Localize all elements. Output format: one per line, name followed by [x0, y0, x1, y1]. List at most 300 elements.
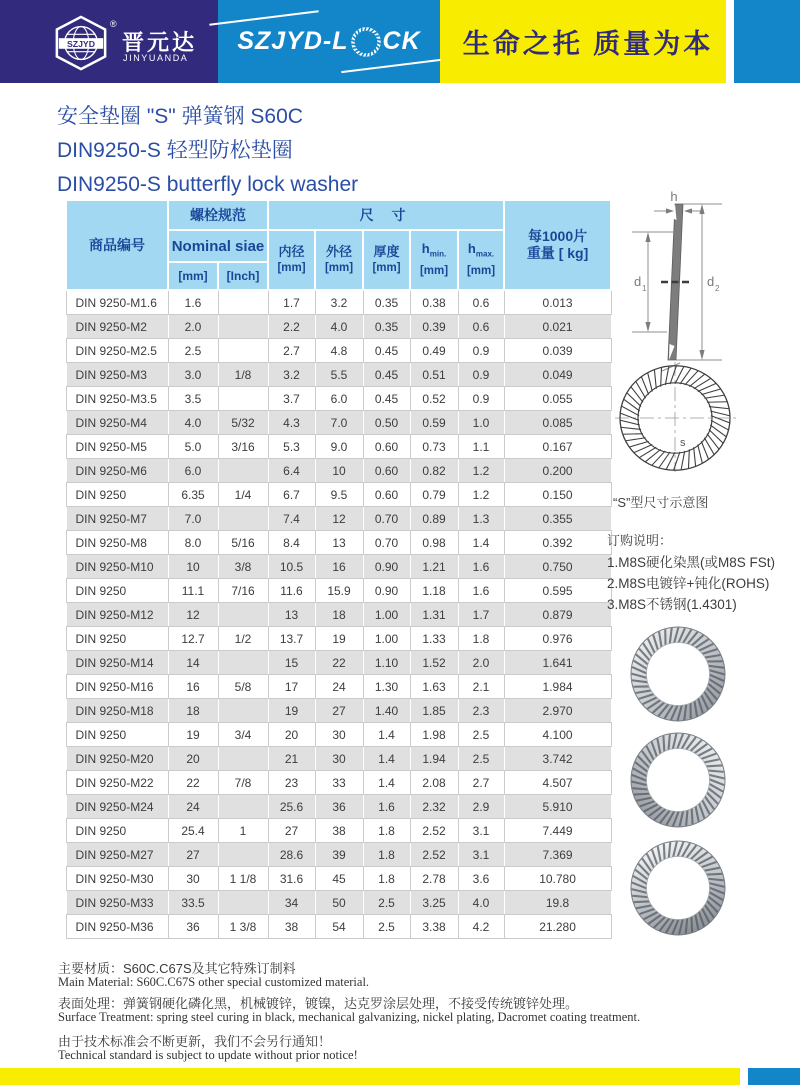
product-code-cell: DIN 9250-M16: [66, 675, 168, 699]
bottom-bar-blue: [748, 1068, 800, 1085]
value-cell: 1.4: [458, 531, 504, 555]
value-cell: 0.45: [363, 339, 410, 363]
value-cell: 4.2: [458, 915, 504, 939]
product-code-cell: DIN 9250: [66, 579, 168, 603]
washer-product-photo: [628, 624, 728, 724]
value-cell: [218, 843, 268, 867]
dim-label-d2-sub: 2: [715, 284, 720, 293]
value-cell: 1.40: [363, 699, 410, 723]
value-cell: 20: [168, 747, 218, 771]
dim-label-s: s: [680, 437, 686, 449]
value-cell: 12: [315, 507, 363, 531]
col-header-inch: [Inch]: [218, 262, 268, 290]
szjyd-lock-logo: [237, 24, 420, 60]
value-cell: 1.85: [410, 699, 458, 723]
value-cell: 0.085: [504, 411, 611, 435]
value-cell: 2.08: [410, 771, 458, 795]
diagram-caption: “S”型尺寸示意图: [613, 495, 709, 510]
value-cell: 3.6: [458, 867, 504, 891]
value-cell: 2.9: [458, 795, 504, 819]
table-row: [66, 699, 611, 723]
value-cell: [218, 339, 268, 363]
value-cell: 3.25: [410, 891, 458, 915]
value-cell: 1.52: [410, 651, 458, 675]
product-code-cell: DIN 9250-M36: [66, 915, 168, 939]
value-cell: 0.35: [363, 290, 410, 315]
value-cell: 0.9: [458, 387, 504, 411]
value-cell: 1.21: [410, 555, 458, 579]
spec-table: [65, 199, 612, 939]
value-cell: [218, 603, 268, 627]
product-code-cell: DIN 9250-M8: [66, 531, 168, 555]
value-cell: 2.7: [268, 339, 315, 363]
value-cell: 33: [315, 771, 363, 795]
order-notes-title: 订购说明：: [607, 533, 673, 548]
value-cell: 0.60: [363, 483, 410, 507]
value-cell: 5/8: [218, 675, 268, 699]
value-cell: 33.5: [168, 891, 218, 915]
value-cell: 11.6: [268, 579, 315, 603]
value-cell: 15: [268, 651, 315, 675]
value-cell: 50: [315, 891, 363, 915]
value-cell: 27: [268, 819, 315, 843]
value-cell: 22: [315, 651, 363, 675]
product-code-cell: DIN 9250-M7: [66, 507, 168, 531]
table-row: [66, 459, 611, 483]
registered-mark: ®: [110, 19, 117, 29]
table-row: [66, 339, 611, 363]
value-cell: 38: [268, 915, 315, 939]
value-cell: 0.70: [363, 507, 410, 531]
value-cell: 38: [315, 819, 363, 843]
value-cell: 1.2: [458, 483, 504, 507]
value-cell: 2.3: [458, 699, 504, 723]
product-code-cell: DIN 9250: [66, 819, 168, 843]
product-code-cell: DIN 9250-M30: [66, 867, 168, 891]
order-note-item: 1.M8S硬化染黑(或M8S FSt): [607, 555, 776, 570]
table-row: [66, 891, 611, 915]
value-cell: 0.021: [504, 315, 611, 339]
banner-blue-endcap: [734, 0, 800, 83]
value-cell: 18: [315, 603, 363, 627]
value-cell: 5.5: [315, 363, 363, 387]
value-cell: 10: [315, 459, 363, 483]
value-cell: 2.5: [458, 723, 504, 747]
value-cell: 1: [218, 819, 268, 843]
value-cell: [218, 699, 268, 723]
value-cell: 0.49: [410, 339, 458, 363]
washer-cross-section-diagram: [618, 190, 740, 376]
value-cell: 0.9: [458, 363, 504, 387]
bottom-bar: [0, 1068, 800, 1085]
value-cell: 0.60: [363, 459, 410, 483]
value-cell: 5/16: [218, 531, 268, 555]
value-cell: 4.8: [315, 339, 363, 363]
product-code-cell: DIN 9250: [66, 627, 168, 651]
value-cell: 3.742: [504, 747, 611, 771]
value-cell: 1.98: [410, 723, 458, 747]
value-cell: 0.879: [504, 603, 611, 627]
value-cell: 9.0: [315, 435, 363, 459]
value-cell: 45: [315, 867, 363, 891]
value-cell: 30: [315, 747, 363, 771]
product-code-cell: DIN 9250-M27: [66, 843, 168, 867]
title-line-cn1: 安全垫圈 "S" 弹簧钢 S60C: [57, 105, 303, 128]
value-cell: 1.10: [363, 651, 410, 675]
value-cell: 3.38: [410, 915, 458, 939]
table-row: [66, 387, 611, 411]
value-cell: 39: [315, 843, 363, 867]
banner-divider: [726, 0, 734, 83]
value-cell: 0.167: [504, 435, 611, 459]
value-cell: 2.52: [410, 819, 458, 843]
value-cell: 6.35: [168, 483, 218, 507]
value-cell: 30: [168, 867, 218, 891]
value-cell: 1.7: [268, 290, 315, 315]
value-cell: [218, 795, 268, 819]
value-cell: [218, 651, 268, 675]
value-cell: 6.0: [315, 387, 363, 411]
value-cell: [218, 387, 268, 411]
value-cell: 7.0: [168, 507, 218, 531]
banner-navy-block: [0, 0, 218, 83]
value-cell: 16: [315, 555, 363, 579]
value-cell: 3.1: [458, 843, 504, 867]
value-cell: 0.9: [458, 339, 504, 363]
value-cell: 12.7: [168, 627, 218, 651]
value-cell: 1.33: [410, 627, 458, 651]
order-note-item: 3.M8S不锈钢(1.4301): [607, 597, 737, 612]
product-code-cell: DIN 9250-M33: [66, 891, 168, 915]
surface-note-en: Surface Treatment: spring steel curing in black, mechanical galvanizing, nickel plating, Dacromet coating treatment.: [58, 1010, 641, 1024]
table-row: [66, 579, 611, 603]
product-code-cell: DIN 9250-M3: [66, 363, 168, 387]
value-cell: 5.3: [268, 435, 315, 459]
product-code-cell: DIN 9250-M2.5: [66, 339, 168, 363]
value-cell: 1.6: [458, 555, 504, 579]
value-cell: 1.3: [458, 507, 504, 531]
value-cell: 10: [168, 555, 218, 579]
value-cell: 6.7: [268, 483, 315, 507]
product-code-cell: DIN 9250-M6: [66, 459, 168, 483]
table-row: [66, 290, 611, 315]
value-cell: [218, 290, 268, 315]
value-cell: 1.6: [363, 795, 410, 819]
value-cell: 4.0: [168, 411, 218, 435]
value-cell: 0.039: [504, 339, 611, 363]
value-cell: 2.32: [410, 795, 458, 819]
update-note-cn: 由于技术标准会不断更新，我们不会另行通知！: [58, 1034, 332, 1049]
value-cell: 0.52: [410, 387, 458, 411]
value-cell: 0.6: [458, 315, 504, 339]
value-cell: 20: [268, 723, 315, 747]
lock-logo-left-text: SZJYD-L: [237, 27, 349, 55]
table-row: [66, 435, 611, 459]
col-header-weight: [504, 200, 611, 290]
table-row: [66, 507, 611, 531]
dim-label-d1-sub: 1: [642, 284, 647, 293]
table-row: [66, 651, 611, 675]
value-cell: 25.4: [168, 819, 218, 843]
value-cell: 0.976: [504, 627, 611, 651]
value-cell: 0.82: [410, 459, 458, 483]
value-cell: 8.4: [268, 531, 315, 555]
value-cell: 1.8: [363, 819, 410, 843]
value-cell: 18: [168, 699, 218, 723]
value-cell: 54: [315, 915, 363, 939]
company-globe-logo-icon: [52, 15, 110, 71]
value-cell: 0.355: [504, 507, 611, 531]
value-cell: 0.79: [410, 483, 458, 507]
col-header-outer-dia: 外径 [mm]: [315, 230, 363, 290]
value-cell: 2.5: [458, 747, 504, 771]
value-cell: 0.392: [504, 531, 611, 555]
value-cell: 1.2: [458, 459, 504, 483]
col-header-hmax: $h_{max.}$ [mm]: [458, 230, 504, 290]
value-cell: 3/16: [218, 435, 268, 459]
product-code-cell: DIN 9250-M4: [66, 411, 168, 435]
spec-table-body: [66, 290, 611, 939]
title-line-cn2: DIN9250-S 轻型防松垫圈: [57, 139, 293, 162]
value-cell: 3.1: [458, 819, 504, 843]
value-cell: [218, 315, 268, 339]
product-code-cell: DIN 9250-M24: [66, 795, 168, 819]
banner-lock-logo-block: [218, 0, 440, 83]
value-cell: 7.0: [315, 411, 363, 435]
order-note-item: 2.M8S电镀锌+钝化(ROHS): [607, 576, 770, 591]
table-row: [66, 675, 611, 699]
logo-hex-label: SZJYD: [67, 38, 95, 49]
value-cell: 36: [168, 915, 218, 939]
value-cell: [218, 891, 268, 915]
weight-line2: 重量 [ kg]: [526, 245, 589, 261]
value-cell: 1.00: [363, 627, 410, 651]
value-cell: 4.0: [315, 315, 363, 339]
value-cell: 23: [268, 771, 315, 795]
value-cell: 28.6: [268, 843, 315, 867]
value-cell: 17: [268, 675, 315, 699]
value-cell: 1.4: [363, 747, 410, 771]
value-cell: 14: [168, 651, 218, 675]
value-cell: 0.90: [363, 579, 410, 603]
washer-front-view-diagram: [613, 360, 741, 476]
value-cell: 31.6: [268, 867, 315, 891]
washer-product-photo: [628, 730, 728, 830]
table-row: [66, 747, 611, 771]
value-cell: 3.2: [268, 363, 315, 387]
value-cell: 2.970: [504, 699, 611, 723]
value-cell: 19: [315, 627, 363, 651]
value-cell: 0.50: [363, 411, 410, 435]
value-cell: 1.1: [458, 435, 504, 459]
brand-name-en: JINYUANDA: [123, 53, 189, 63]
dim-label-d1: d: [634, 274, 642, 289]
value-cell: 4.0: [458, 891, 504, 915]
value-cell: 10.5: [268, 555, 315, 579]
table-row: [66, 867, 611, 891]
product-code-cell: DIN 9250-M18: [66, 699, 168, 723]
col-header-thickness: 厚度 [mm]: [363, 230, 410, 290]
value-cell: 5.0: [168, 435, 218, 459]
table-row: [66, 627, 611, 651]
value-cell: 1.4: [363, 771, 410, 795]
bottom-bar-divider: [740, 1068, 748, 1085]
company-slogan: 生命之托 质量为本: [462, 29, 714, 59]
col-header-bolt-spec: 螺栓规范: [168, 200, 268, 230]
table-row: [66, 411, 611, 435]
value-cell: 0.45: [363, 387, 410, 411]
value-cell: 1.0: [458, 411, 504, 435]
product-code-cell: DIN 9250-M12: [66, 603, 168, 627]
brand-name-cn: 晋元达: [122, 30, 198, 55]
washer-product-photo: [628, 838, 728, 938]
value-cell: 2.7: [458, 771, 504, 795]
value-cell: 1/2: [218, 627, 268, 651]
material-note-cn: 主要材质：S60C.C67S及其它特殊订制料: [58, 961, 296, 976]
value-cell: 2.5: [363, 915, 410, 939]
table-row: [66, 483, 611, 507]
value-cell: 0.89: [410, 507, 458, 531]
value-cell: 1.31: [410, 603, 458, 627]
value-cell: 1.8: [363, 843, 410, 867]
table-row: [66, 795, 611, 819]
value-cell: 3/8: [218, 555, 268, 579]
value-cell: 7.4: [268, 507, 315, 531]
value-cell: 1 1/8: [218, 867, 268, 891]
update-note-en: Technical standard is subject to update without prior notice!: [58, 1048, 358, 1062]
value-cell: 0.200: [504, 459, 611, 483]
value-cell: 4.3: [268, 411, 315, 435]
logo-swoosh-top: [210, 10, 319, 25]
value-cell: [218, 747, 268, 771]
value-cell: 0.055: [504, 387, 611, 411]
value-cell: 24: [168, 795, 218, 819]
col-header-hmin: $h_{min.}$ [mm]: [410, 230, 458, 290]
value-cell: 2.0: [458, 651, 504, 675]
dim-label-d2: d: [707, 274, 715, 289]
col-header-inner-dia: 内径 [mm]: [268, 230, 315, 290]
product-code-cell: DIN 9250-M5: [66, 435, 168, 459]
value-cell: 0.73: [410, 435, 458, 459]
value-cell: 12: [168, 603, 218, 627]
value-cell: 0.750: [504, 555, 611, 579]
value-cell: 3.5: [168, 387, 218, 411]
table-row: [66, 555, 611, 579]
value-cell: 1.984: [504, 675, 611, 699]
value-cell: 1.18: [410, 579, 458, 603]
value-cell: 2.5: [168, 339, 218, 363]
col-header-size: 尺 寸: [268, 200, 504, 230]
value-cell: 19: [168, 723, 218, 747]
bottom-bar-yellow: [0, 1068, 740, 1085]
value-cell: 36: [315, 795, 363, 819]
value-cell: 21: [268, 747, 315, 771]
product-code-cell: DIN 9250-M1.6: [66, 290, 168, 315]
value-cell: 4.100: [504, 723, 611, 747]
value-cell: 0.60: [363, 435, 410, 459]
value-cell: 0.39: [410, 315, 458, 339]
value-cell: 24: [315, 675, 363, 699]
value-cell: 0.049: [504, 363, 611, 387]
value-cell: 3/4: [218, 723, 268, 747]
value-cell: 7.449: [504, 819, 611, 843]
value-cell: [218, 459, 268, 483]
product-code-cell: DIN 9250-M14: [66, 651, 168, 675]
value-cell: 1.63: [410, 675, 458, 699]
value-cell: 34: [268, 891, 315, 915]
value-cell: 2.5: [363, 891, 410, 915]
col-header-nominal: Nominal siae: [168, 230, 268, 262]
value-cell: 5/32: [218, 411, 268, 435]
value-cell: 30: [315, 723, 363, 747]
product-code-cell: DIN 9250-M10: [66, 555, 168, 579]
value-cell: 0.38: [410, 290, 458, 315]
value-cell: 0.6: [458, 290, 504, 315]
title-line-en: DIN9250-S butterfly lock washer: [57, 173, 359, 196]
value-cell: 6.0: [168, 459, 218, 483]
washer-ring-icon: [350, 24, 382, 60]
value-cell: 1 3/8: [218, 915, 268, 939]
value-cell: 1/8: [218, 363, 268, 387]
value-cell: [218, 507, 268, 531]
product-code-cell: DIN 9250-M22: [66, 771, 168, 795]
value-cell: 0.45: [363, 363, 410, 387]
value-cell: 1.7: [458, 603, 504, 627]
table-row: [66, 315, 611, 339]
value-cell: 27: [315, 699, 363, 723]
value-cell: 2.1: [458, 675, 504, 699]
top-banner: [0, 0, 800, 83]
value-cell: 1.8: [458, 627, 504, 651]
value-cell: 3.7: [268, 387, 315, 411]
table-row: [66, 915, 611, 939]
value-cell: 9.5: [315, 483, 363, 507]
value-cell: 2.0: [168, 315, 218, 339]
value-cell: 1.94: [410, 747, 458, 771]
value-cell: 13.7: [268, 627, 315, 651]
value-cell: 11.1: [168, 579, 218, 603]
value-cell: 2.52: [410, 843, 458, 867]
product-code-cell: DIN 9250-M20: [66, 747, 168, 771]
value-cell: 21.280: [504, 915, 611, 939]
value-cell: 15.9: [315, 579, 363, 603]
value-cell: 19.8: [504, 891, 611, 915]
page-title-block: [57, 100, 358, 202]
value-cell: 25.6: [268, 795, 315, 819]
value-cell: 3.0: [168, 363, 218, 387]
table-row: [66, 603, 611, 627]
value-cell: 0.013: [504, 290, 611, 315]
value-cell: 0.35: [363, 315, 410, 339]
value-cell: 2.2: [268, 315, 315, 339]
value-cell: 13: [268, 603, 315, 627]
logo-swoosh-bottom: [341, 58, 440, 72]
value-cell: 22: [168, 771, 218, 795]
value-cell: 1.6: [458, 579, 504, 603]
value-cell: 7/8: [218, 771, 268, 795]
value-cell: 13: [315, 531, 363, 555]
value-cell: 1/4: [218, 483, 268, 507]
value-cell: 8.0: [168, 531, 218, 555]
banner-slogan-block: [440, 0, 726, 83]
material-note-en: Main Material: S60C.C67S other special customized material.: [58, 975, 370, 989]
surface-note-cn: 表面处理：弹簧钢硬化磷化黑，机械镀锌，镀镍，达克罗涂层处理，不接受传统镀锌处理。: [58, 996, 579, 1011]
value-cell: 5.910: [504, 795, 611, 819]
value-cell: 0.70: [363, 531, 410, 555]
value-cell: 1.4: [363, 723, 410, 747]
value-cell: 4.507: [504, 771, 611, 795]
lock-logo-right-text: CK: [382, 27, 421, 55]
